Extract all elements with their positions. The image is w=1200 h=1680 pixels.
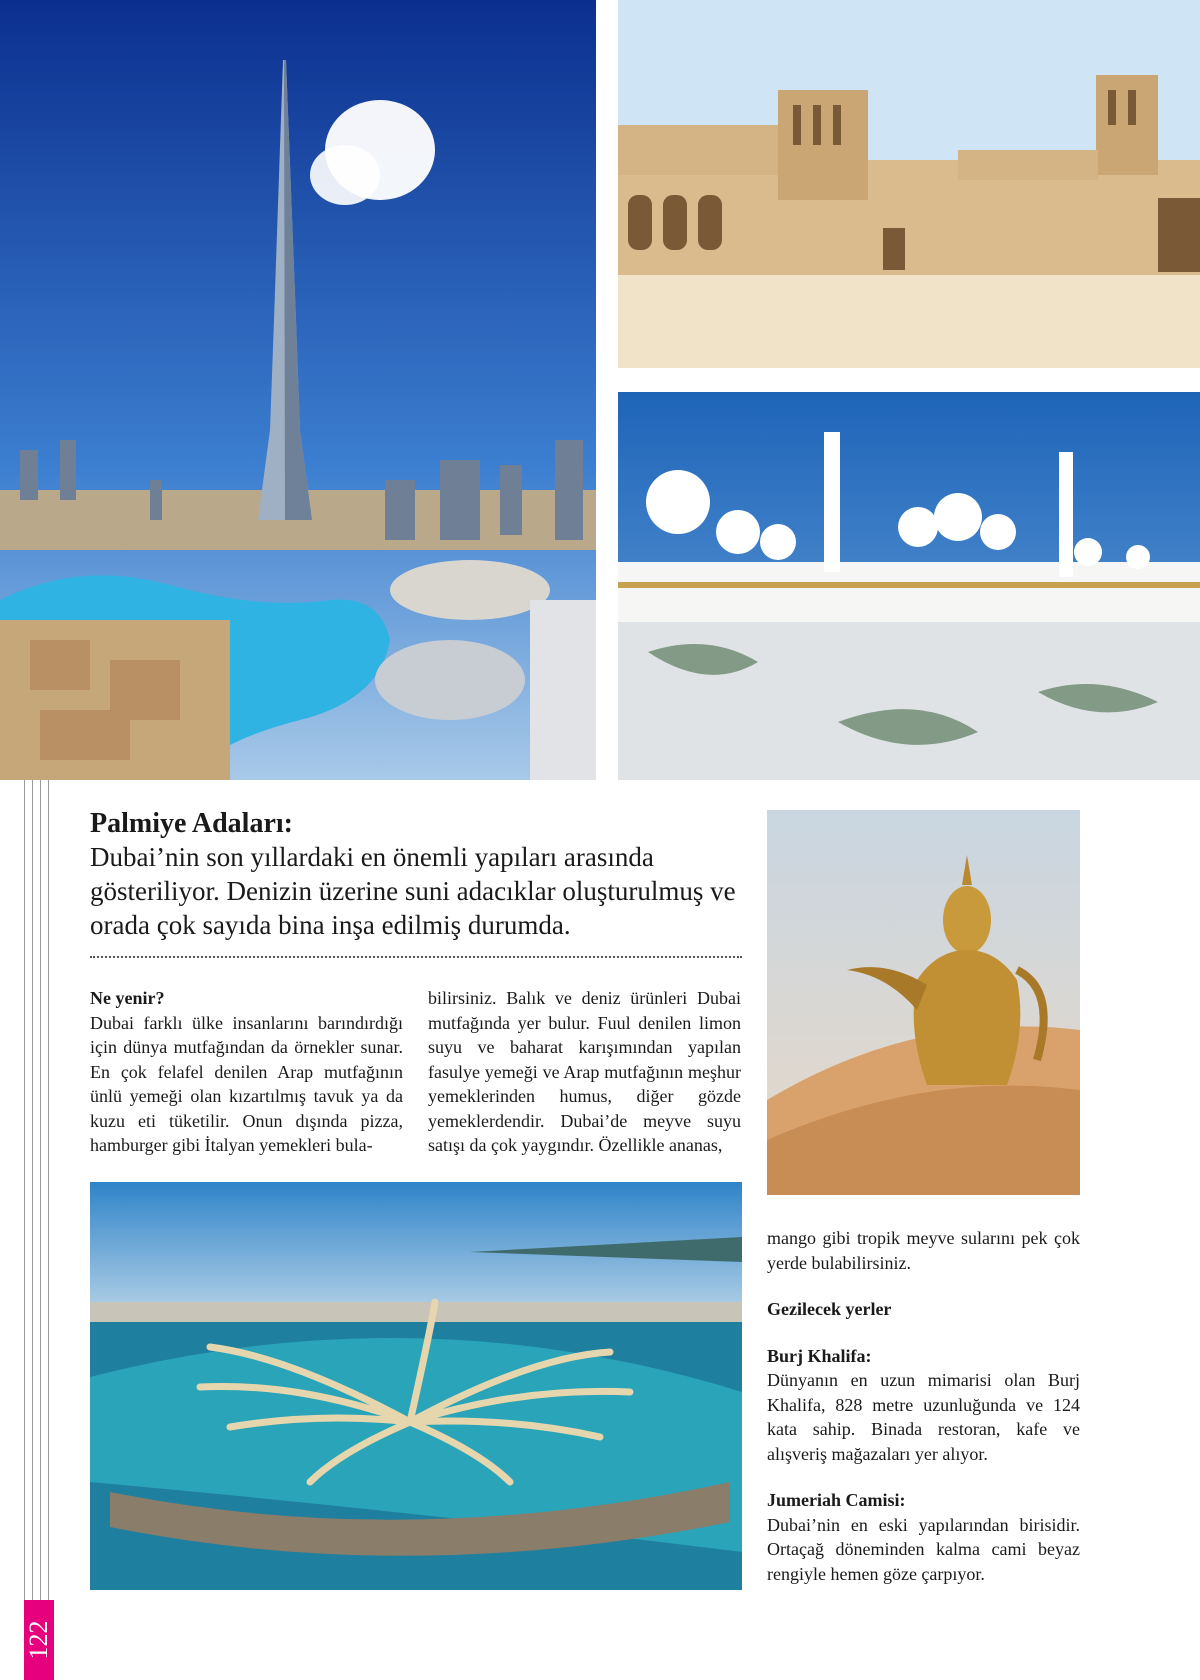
dotted-divider: [90, 956, 742, 958]
burj-khalifa-text: Dünyanın en uzun mimarisi olan Burj Khalifa, 828 metre uzunluğunda ve 124 kata sahip. Binada restoran, kafe ve alışveriş mağazaları yer alıyor.: [767, 1370, 1080, 1464]
article-column-3: [767, 1226, 1080, 1586]
arabic-coffee-pot-photo: [767, 810, 1080, 1195]
grand-mosque-photo: [618, 392, 1200, 780]
lead-title: Palmiye Adaları:: [90, 808, 293, 839]
lead-text: Dubai’nin son yıllardaki en önemli yapıları arasında gösteriliyor. Denizin üzerine suni adacıklar oluşturulmuş ve orada çok sayıda bina inşa edilmiş durumda.: [90, 842, 736, 940]
food-paragraph-part-3: mango gibi tropik meyve sularını pek çok yerde bulabilirsiniz.: [767, 1228, 1080, 1273]
places-heading: Gezilecek yerler: [767, 1299, 892, 1319]
food-heading: Ne yenir?: [90, 988, 165, 1008]
article-column-1: [90, 986, 403, 1158]
food-paragraph-part-2: bilirsiniz. Balık ve deniz ürünleri Dubai mutfağında yer bulur. Fuul denilen limon suyu ve baharat karışımından yapılan fasulye yemeği ve Arap mutfağının meşhur yemeklerinden humus, diğer gözde yemeklerdendir. Dubai’de meyve suyu satışı da çok yaygındır. Özellikle ananas,: [428, 988, 741, 1155]
heritage-fort-photo: [618, 0, 1200, 368]
palm-islands-aerial-photo: [90, 1182, 742, 1590]
jumeirah-mosque-text: Dubai’nin en eski yapılarından birisidir. Ortaçağ döneminden kalma cami beyaz rengiyle hemen göze çarpıyor.: [767, 1514, 1080, 1584]
burj-khalifa-photo: [0, 0, 596, 780]
jumeirah-mosque-heading: Jumeriah Camisi:: [767, 1490, 906, 1510]
article-column-2: [428, 986, 741, 1158]
page-number: 122: [24, 1620, 53, 1660]
food-paragraph-part-1: Dubai farklı ülke insanlarını barındırdığı için dünya mutfağından da örnekler sunar. En çok felafel denilen Arap mutfağının ünlü yemeği olan kızartılmış tavuk ya da kuzu eti tüketilir. Onun dışında pizza, hamburger gibi İtalyan yemekleri bula-: [90, 1012, 403, 1155]
burj-khalifa-heading: Burj Khalifa:: [767, 1345, 872, 1366]
